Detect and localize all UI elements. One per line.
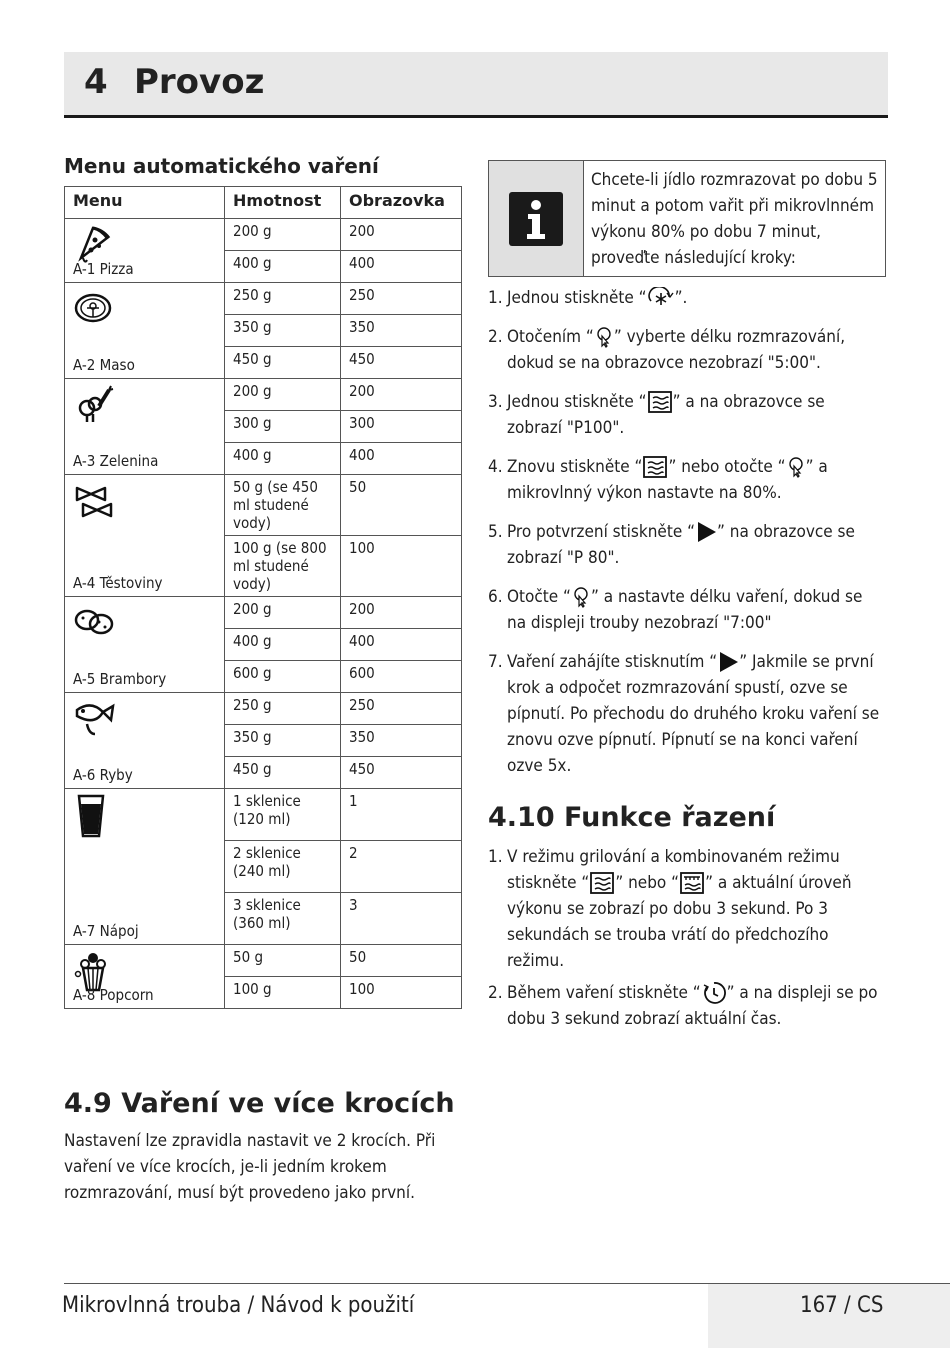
step-number: 2. bbox=[488, 983, 503, 1003]
table-row bbox=[65, 693, 462, 725]
step-text: Otočením “ bbox=[507, 327, 594, 347]
info-text: Chcete-li jídlo rozmrazovat po dobu 5 minut a potom vařit při mikrovlnném výkonu 80% po dobu 7 minut, proveďte následující kroky: bbox=[591, 170, 878, 268]
display-cell: 100 bbox=[341, 977, 462, 1009]
weight-cell: 200 g bbox=[225, 379, 341, 411]
step-number: 1. bbox=[488, 288, 503, 308]
weight-cell: 3 sklenice (360 ml) bbox=[225, 893, 341, 945]
step-text: ” na obrazovce se zobrazí "P 80". bbox=[507, 522, 855, 568]
microwave-icon bbox=[589, 873, 615, 893]
menu-program-4 bbox=[65, 475, 225, 597]
defrost-icon bbox=[647, 288, 675, 308]
footer-title: Mikrovlnná trouba / Návod k použití bbox=[62, 1293, 415, 1318]
menu-program-name: A-3 Zelenina bbox=[73, 452, 159, 470]
chapter-title: Provoz bbox=[134, 62, 265, 102]
menu-program-5 bbox=[65, 597, 225, 693]
table-row bbox=[65, 379, 462, 411]
menu-program-6 bbox=[65, 693, 225, 789]
auto-menu-heading: Menu automatického vaření bbox=[64, 154, 379, 178]
step-text: Vaření zahájíte stisknutím “ bbox=[507, 652, 718, 672]
display-cell: 50 bbox=[341, 475, 462, 536]
step-number: 3. bbox=[488, 392, 503, 412]
menu-program-name: A-2 Maso bbox=[73, 356, 135, 374]
step-text: ” a nastavte délku vaření, dokud se na displeji trouby nezobrazí "7:00" bbox=[507, 587, 863, 633]
fish-icon bbox=[73, 698, 115, 742]
display-cell: 400 bbox=[341, 629, 462, 661]
menu-program-name: A-8 Popcorn bbox=[73, 986, 154, 1004]
weight-cell: 350 g bbox=[225, 725, 341, 757]
section-4-10-title: 4.10 Funkce řazení bbox=[488, 802, 776, 833]
step-number: 2. bbox=[488, 327, 503, 347]
step-text: ” a aktuální úroveň výkonu se zobrazí po dobu 3 sekund. Po 3 sekundách se trouba vrátí do předchozího režimu. bbox=[507, 873, 852, 971]
menu-program-7 bbox=[65, 789, 225, 945]
step-item bbox=[488, 454, 884, 506]
microwave-icon bbox=[647, 392, 673, 412]
chapter-number: 4 bbox=[84, 62, 108, 102]
table-row bbox=[65, 789, 462, 841]
step-text: ” nebo otočte “ bbox=[668, 457, 786, 477]
table-row bbox=[65, 945, 462, 977]
weight-cell: 250 g bbox=[225, 283, 341, 315]
step-text: ” a mikrovlnný výkon nastavte na 80%. bbox=[507, 457, 828, 503]
weight-cell: 250 g bbox=[225, 693, 341, 725]
menu-program-3 bbox=[65, 379, 225, 475]
table-row bbox=[65, 475, 462, 536]
step-item bbox=[488, 584, 884, 636]
display-cell: 350 bbox=[341, 725, 462, 757]
display-cell: 1 bbox=[341, 789, 462, 841]
weight-cell: 400 g bbox=[225, 629, 341, 661]
menu-program-name: A-6 Ryby bbox=[73, 766, 133, 784]
step-item bbox=[488, 285, 884, 311]
menu-program-8 bbox=[65, 945, 225, 1009]
step-text: ” a na obrazovce se zobrazí "P100". bbox=[507, 392, 825, 438]
display-cell: 400 bbox=[341, 443, 462, 475]
step-text: ”. bbox=[674, 288, 688, 308]
grill-icon bbox=[679, 873, 705, 893]
weight-cell: 600 g bbox=[225, 661, 341, 693]
step-text: Jednou stiskněte “ bbox=[507, 288, 647, 308]
step-text: Znovu stiskněte “ bbox=[507, 457, 643, 477]
table-row bbox=[65, 219, 462, 251]
step-text: Během vaření stiskněte “ bbox=[507, 983, 701, 1003]
step-text: Otočte “ bbox=[507, 587, 571, 607]
weight-cell: 1 sklenice (120 ml) bbox=[225, 789, 341, 841]
step-text: ” vyberte délku rozmrazování, dokud se na obrazovce nezobrazí "5:00". bbox=[507, 327, 846, 373]
knob-icon bbox=[786, 457, 806, 477]
step-item bbox=[488, 649, 884, 779]
weight-cell: 450 g bbox=[225, 757, 341, 789]
chapter-header bbox=[64, 52, 888, 118]
start-icon bbox=[695, 522, 717, 542]
beverage-icon bbox=[73, 794, 115, 838]
vegetables-icon bbox=[73, 384, 115, 428]
potato-icon bbox=[73, 602, 115, 646]
weight-cell: 450 g bbox=[225, 347, 341, 379]
weight-cell: 100 g (se 800 ml studené vody) bbox=[225, 536, 341, 597]
menu-program-name: A-4 Těstoviny bbox=[73, 574, 163, 592]
display-cell: 600 bbox=[341, 661, 462, 693]
knob-icon bbox=[571, 587, 591, 607]
step-number: 5. bbox=[488, 522, 503, 542]
sequence-function-steps bbox=[488, 844, 884, 1038]
menu-program-name: A-7 Nápoj bbox=[73, 922, 139, 940]
step-item bbox=[488, 389, 884, 441]
step-number: 6. bbox=[488, 587, 503, 607]
section-4-9-title: 4.9 Vaření ve více krocích bbox=[64, 1088, 455, 1119]
weight-cell: 50 g (se 450 ml studené vody) bbox=[225, 475, 341, 536]
step-number: 1. bbox=[488, 847, 503, 867]
info-icon bbox=[489, 161, 584, 276]
step-number: 4. bbox=[488, 457, 503, 477]
display-cell: 350 bbox=[341, 315, 462, 347]
step-text: V režimu grilování a kombinovaném režimu stiskněte “ bbox=[507, 847, 840, 893]
step-text: ” Jakmile se první krok a odpočet rozmrazování spustí, ozve se pípnutí. Po přechodu do druhého kroku vaření se znovu ozve pípnutí. Pípnutí se na konci vaření ozve 5x. bbox=[507, 652, 880, 776]
display-cell: 200 bbox=[341, 379, 462, 411]
step-text: ” a na displeji se po dobu 3 sekund zobrazí aktuální čas. bbox=[507, 983, 878, 1029]
display-cell: 450 bbox=[341, 347, 462, 379]
start-icon bbox=[717, 652, 739, 672]
display-cell: 400 bbox=[341, 251, 462, 283]
step-text: Pro potvrzení stiskněte “ bbox=[507, 522, 696, 542]
col-header-display: Obrazovka bbox=[341, 187, 462, 219]
step-item bbox=[488, 844, 884, 974]
knob-icon bbox=[594, 327, 614, 347]
weight-cell: 300 g bbox=[225, 411, 341, 443]
meat-icon bbox=[73, 288, 115, 332]
clock-icon bbox=[701, 983, 727, 1003]
menu-program-1 bbox=[65, 219, 225, 283]
display-cell: 200 bbox=[341, 219, 462, 251]
weight-cell: 400 g bbox=[225, 251, 341, 283]
auto-menu-table bbox=[64, 186, 462, 1009]
menu-program-name: A-1 Pizza bbox=[73, 260, 134, 278]
weight-cell: 50 g bbox=[225, 945, 341, 977]
weight-cell: 100 g bbox=[225, 977, 341, 1009]
display-cell: 250 bbox=[341, 693, 462, 725]
display-cell: 100 bbox=[341, 536, 462, 597]
display-cell: 50 bbox=[341, 945, 462, 977]
display-cell: 450 bbox=[341, 757, 462, 789]
info-box bbox=[488, 160, 886, 277]
weight-cell: 400 g bbox=[225, 443, 341, 475]
display-cell: 2 bbox=[341, 841, 462, 893]
col-header-menu: Menu bbox=[65, 187, 225, 219]
menu-program-2 bbox=[65, 283, 225, 379]
weight-cell: 350 g bbox=[225, 315, 341, 347]
step-number: 7. bbox=[488, 652, 503, 672]
display-cell: 250 bbox=[341, 283, 462, 315]
microwave-icon bbox=[642, 457, 668, 477]
step-text: ” nebo “ bbox=[615, 873, 680, 893]
step-item bbox=[488, 324, 884, 376]
pasta-icon bbox=[73, 480, 115, 524]
col-header-weight: Hmotnost bbox=[225, 187, 341, 219]
weight-cell: 200 g bbox=[225, 597, 341, 629]
display-cell: 200 bbox=[341, 597, 462, 629]
table-row bbox=[65, 283, 462, 315]
section-4-9-text: Nastavení lze zpravidla nastavit ve 2 krocích. Při vaření ve více krocích, je-li jedním krokem rozmrazování, musí být provedeno jako první. bbox=[64, 1131, 436, 1203]
weight-cell: 200 g bbox=[225, 219, 341, 251]
display-cell: 300 bbox=[341, 411, 462, 443]
menu-program-name: A-5 Brambory bbox=[73, 670, 167, 688]
step-item bbox=[488, 519, 884, 571]
weight-cell: 2 sklenice (240 ml) bbox=[225, 841, 341, 893]
step-text: Jednou stiskněte “ bbox=[507, 392, 647, 412]
defrost-cook-steps bbox=[488, 285, 884, 792]
step-item bbox=[488, 980, 884, 1032]
page-number: 167 / CS bbox=[800, 1293, 884, 1318]
display-cell: 3 bbox=[341, 893, 462, 945]
table-row bbox=[65, 597, 462, 629]
